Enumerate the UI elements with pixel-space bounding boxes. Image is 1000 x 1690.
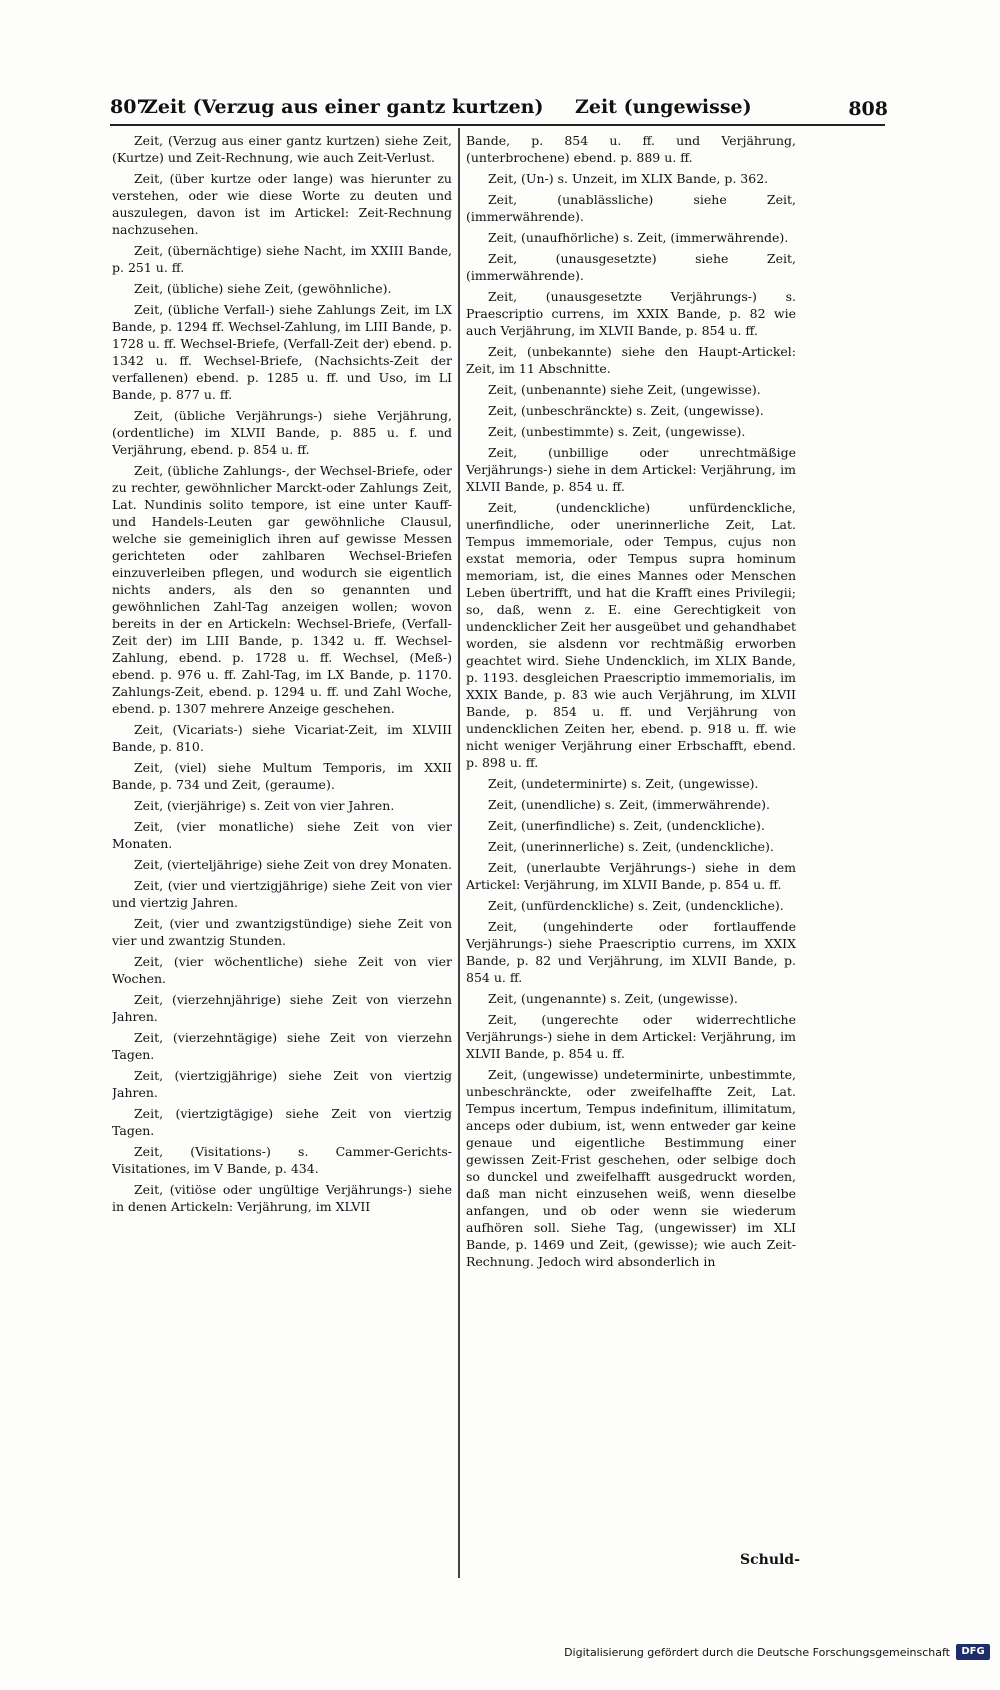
header-rule [110, 124, 885, 126]
entry-paragraph: Zeit, (unfürdenckliche) s. Zeit, (undenckliche). [488, 898, 784, 913]
catchword: Schuld- [740, 1552, 800, 1568]
entry-paragraph: Zeit, (ungewisse) undeterminirte, unbestimmte, unbeschränckte, oder zweifelhaffte Zeit, Lat. Tempus incertum, Tempus indefinitum, illimitatum, anceps oder dubium, ist, wenn entweder gar keine genaue und eigentliche Bestimmung einer gewissen Zeit-Frist geschehen, oder selbige doch so dunckel und zweifelhafft ausgedruckt worden, daß man nicht einzusehen weiß, wenn dieselbe anfangen, und ob oder wenn sie wiederum aufhören soll. Siehe Tag, (ungewisser) im XLI Bande, p. 1469 und Zeit, (gewisse); wie auch Zeit-Rechnung. Jedoch wird absonderlich in [466, 1067, 796, 1269]
entry-paragraph: Zeit, (unaufhörliche) s. Zeit, (immerwährende). [488, 230, 789, 245]
entry-paragraph: Zeit, (unerinnerliche) s. Zeit, (undenckliche). [488, 839, 774, 854]
entry-paragraph: Zeit, (unbenannte) siehe Zeit, (ungewisse). [488, 382, 761, 397]
entry-paragraph: Zeit, (unausgesetzte) siehe Zeit, (immerwährende). [466, 251, 796, 283]
entry-paragraph: Zeit, (Vicariats-) siehe Vicariat-Zeit, im XLVIII Bande, p. 810. [112, 722, 452, 754]
entry-paragraph: Zeit, (unbestimmte) s. Zeit, (ungewisse). [488, 424, 746, 439]
left-column [112, 132, 452, 1602]
entry-paragraph: Zeit, (Un-) s. Unzeit, im XLIX Bande, p. 362. [488, 171, 769, 186]
column-divider [458, 128, 460, 1578]
entry-paragraph: Zeit, (übliche) siehe Zeit, (gewöhnliche). [134, 281, 392, 296]
entry-paragraph: Zeit, (übliche Zahlungs-, der Wechsel-Briefe, oder zu rechter, gewöhnlicher Marckt-oder Zahlungs Zeit, Lat. Nundinis solito tempore, ist eine unter Kauff- und Handels-Leuten gar gewöhnliche Clausul, welche sie gemeiniglich ihren auf gewisse Messen gerichteten oder zahlbaren Wechsel-Briefen einzuverleiben pflegen, und wodurch sie eigentlich nichts anders, als den so genannten und gewöhnlichen Zahl-Tag anzeigen wollen; wovon bereits in der en Artickeln: Wechsel-Briefe, (Verfall-Zeit der) im LIII Bande, p. 1342 u. ff. Wechsel-Zahlung, ebend. p. 1728 u. ff. Wechsel, (Meß-) ebend. p. 976 u. ff. Zahl-Tag, im LX Bande, p. 1170. Zahlungs-Zeit, ebend. p. 1294 u. ff. und Zahl Woche, ebend. p. 1307 mehrere Anzeige geschehen. [112, 463, 452, 716]
entry-paragraph: Zeit, (unerlaubte Verjährungs-) siehe in dem Artickel: Verjährung, im XLVII Bande, p. 854 u. ff. [466, 860, 796, 892]
entry-paragraph: Zeit, (viel) siehe Multum Temporis, im XXII Bande, p. 734 und Zeit, (geraume). [112, 760, 452, 792]
entry-paragraph: Zeit, (unablässliche) siehe Zeit, (immerwährende). [466, 192, 796, 224]
entry-paragraph: Zeit, (ungenannte) s. Zeit, (ungewisse). [488, 991, 738, 1006]
footer-text: Digitalisierung gefördert durch die Deutsche Forschungsgemeinschaft [564, 1645, 950, 1659]
entry-paragraph: Zeit, (viertzigjährige) siehe Zeit von viertzig Jahren. [112, 1068, 452, 1100]
entry-paragraph: Zeit, (über kurtze oder lange) was hierunter zu verstehen, oder wie diese Worte zu deuten und auszulegen, davon ist im Artickel: Zeit-Rechnung nachzusehen. [112, 171, 452, 237]
entry-paragraph: Bande, p. 854 u. ff. und Verjährung, (unterbrochene) ebend. p. 889 u. ff. [466, 133, 796, 165]
entry-paragraph: Zeit, (vier monatliche) siehe Zeit von vier Monaten. [112, 819, 452, 851]
entry-paragraph: Zeit, (vierteljährige) siehe Zeit von drey Monaten. [134, 857, 452, 872]
entry-paragraph: Zeit, (unbillige oder unrechtmäßige Verjährungs-) siehe in dem Artickel: Verjährung, im XLVII Bande, p. 854 u. ff. [466, 445, 796, 494]
entry-paragraph: Zeit, (unbeschränckte) s. Zeit, (ungewisse). [488, 403, 764, 418]
entry-paragraph: Zeit, (viertzigtägige) siehe Zeit von viertzig Tagen. [112, 1106, 452, 1138]
page-number-left: 807 [110, 96, 150, 118]
entry-paragraph: Zeit, (undeterminirte) s. Zeit, (ungewisse). [488, 776, 759, 791]
entry-paragraph: Zeit, (übliche Verjährungs-) siehe Verjährung, (ordentliche) im XLVII Bande, p. 885 u. f. und Verjährung, ebend. p. 854 u. ff. [112, 408, 452, 457]
running-head-right: Zeit (ungewisse) [575, 96, 752, 118]
entry-paragraph: Zeit, (unerfindliche) s. Zeit, (undenckliche). [488, 818, 765, 833]
entry-paragraph: Zeit, (Verzug aus einer gantz kurtzen) siehe Zeit, (Kurtze) und Zeit-Rechnung, wie auch Zeit-Verlust. [112, 133, 452, 165]
entry-paragraph: Zeit, (undenckliche) unfürdenckliche, unerfindliche, oder unerinnerliche Zeit, Lat. Tempus immemoriale, oder Tempus, cujus non exstat memoria, oder Tempus supra hominum memoriam, ist, die eines Mannes oder Menschen Leben übertrifft, und hat die Krafft eines Privilegii; so, daß, wenn z. E. eine Gerechtigkeit von undencklicher Zeit her ausgeübet und gehandhabet worden, sie alsdenn vor rechtmäßig erworben geachtet wird. Siehe Undencklich, im XLIX Bande, p. 1193. desgleichen Praescriptio immemorialis, im XXIX Bande, p. 83 wie auch Verjährung, im XLVII Bande, p. 854 u. ff. und Verjährung von undencklichen Zeiten her, ebend. p. 918 u. ff. wie nicht weniger Verjährung einer Erbschafft, ebend. p. 898 u. ff. [466, 500, 796, 770]
right-column [466, 132, 796, 1602]
entry-paragraph: Zeit, (unendliche) s. Zeit, (immerwährende). [488, 797, 771, 812]
dfg-logo: DFG [956, 1644, 990, 1660]
entry-paragraph: Zeit, (übliche Verfall-) siehe Zahlungs Zeit, im LX Bande, p. 1294 ff. Wechsel-Zahlung, im LIII Bande, p. 1728 u. ff. Wechsel-Briefe, (Verfall-Zeit der) ebend. p. 1342 u. ff. Wechsel-Briefe, (Nachsichts-Zeit der verfallenen) ebend. p. 1285 u. ff. und Uso, im LI Bande, p. 877 u. ff. [112, 302, 452, 402]
entry-paragraph: Zeit, (vier und viertzigjährige) siehe Zeit von vier und viertzig Jahren. [112, 878, 452, 910]
footer-credit [560, 1641, 990, 1663]
entry-paragraph: Zeit, (vierjährige) s. Zeit von vier Jahren. [134, 798, 395, 813]
entry-paragraph: Zeit, (vierzehntägige) siehe Zeit von vierzehn Tagen. [112, 1030, 452, 1062]
entry-paragraph: Zeit, (unbekannte) siehe den Haupt-Artickel: Zeit, im 11 Abschnitte. [466, 344, 796, 376]
page-number-right: 808 [848, 98, 888, 120]
entry-paragraph: Zeit, (unausgesetzte Verjährungs-) s. Praescriptio currens, im XXIX Bande, p. 82 wie auch Verjährung, im XLVII Bande, p. 854 u. ff. [466, 289, 796, 338]
entry-paragraph: Zeit, (Visitations-) s. Cammer-Gerichts-Visitationes, im V Bande, p. 434. [112, 1144, 452, 1176]
entry-paragraph: Zeit, (ungehinderte oder fortlauffende Verjährungs-) siehe Praescriptio currens, im XXIX Bande, p. 82 und Verjährung, im XLVII Bande, p. 854 u. ff. [466, 919, 796, 985]
entry-paragraph: Zeit, (ungerechte oder widerrechtliche Verjährungs-) siehe in dem Artickel: Verjährung, im XLVII Bande, p. 854 u. ff. [466, 1012, 796, 1061]
entry-paragraph: Zeit, (vitiöse oder ungültige Verjährungs-) siehe in denen Artickeln: Verjährung, im XLVII [112, 1182, 452, 1214]
entry-paragraph: Zeit, (vierzehnjährige) siehe Zeit von vierzehn Jahren. [112, 992, 452, 1024]
entry-paragraph: Zeit, (vier wöchentliche) siehe Zeit von vier Wochen. [112, 954, 452, 986]
running-head-left: Zeit (Verzug aus einer gantz kurtzen) [144, 96, 544, 118]
entry-paragraph: Zeit, (vier und zwantzigstündige) siehe Zeit von vier und zwantzig Stunden. [112, 916, 452, 948]
entry-paragraph: Zeit, (übernächtige) siehe Nacht, im XXIII Bande, p. 251 u. ff. [112, 243, 452, 275]
